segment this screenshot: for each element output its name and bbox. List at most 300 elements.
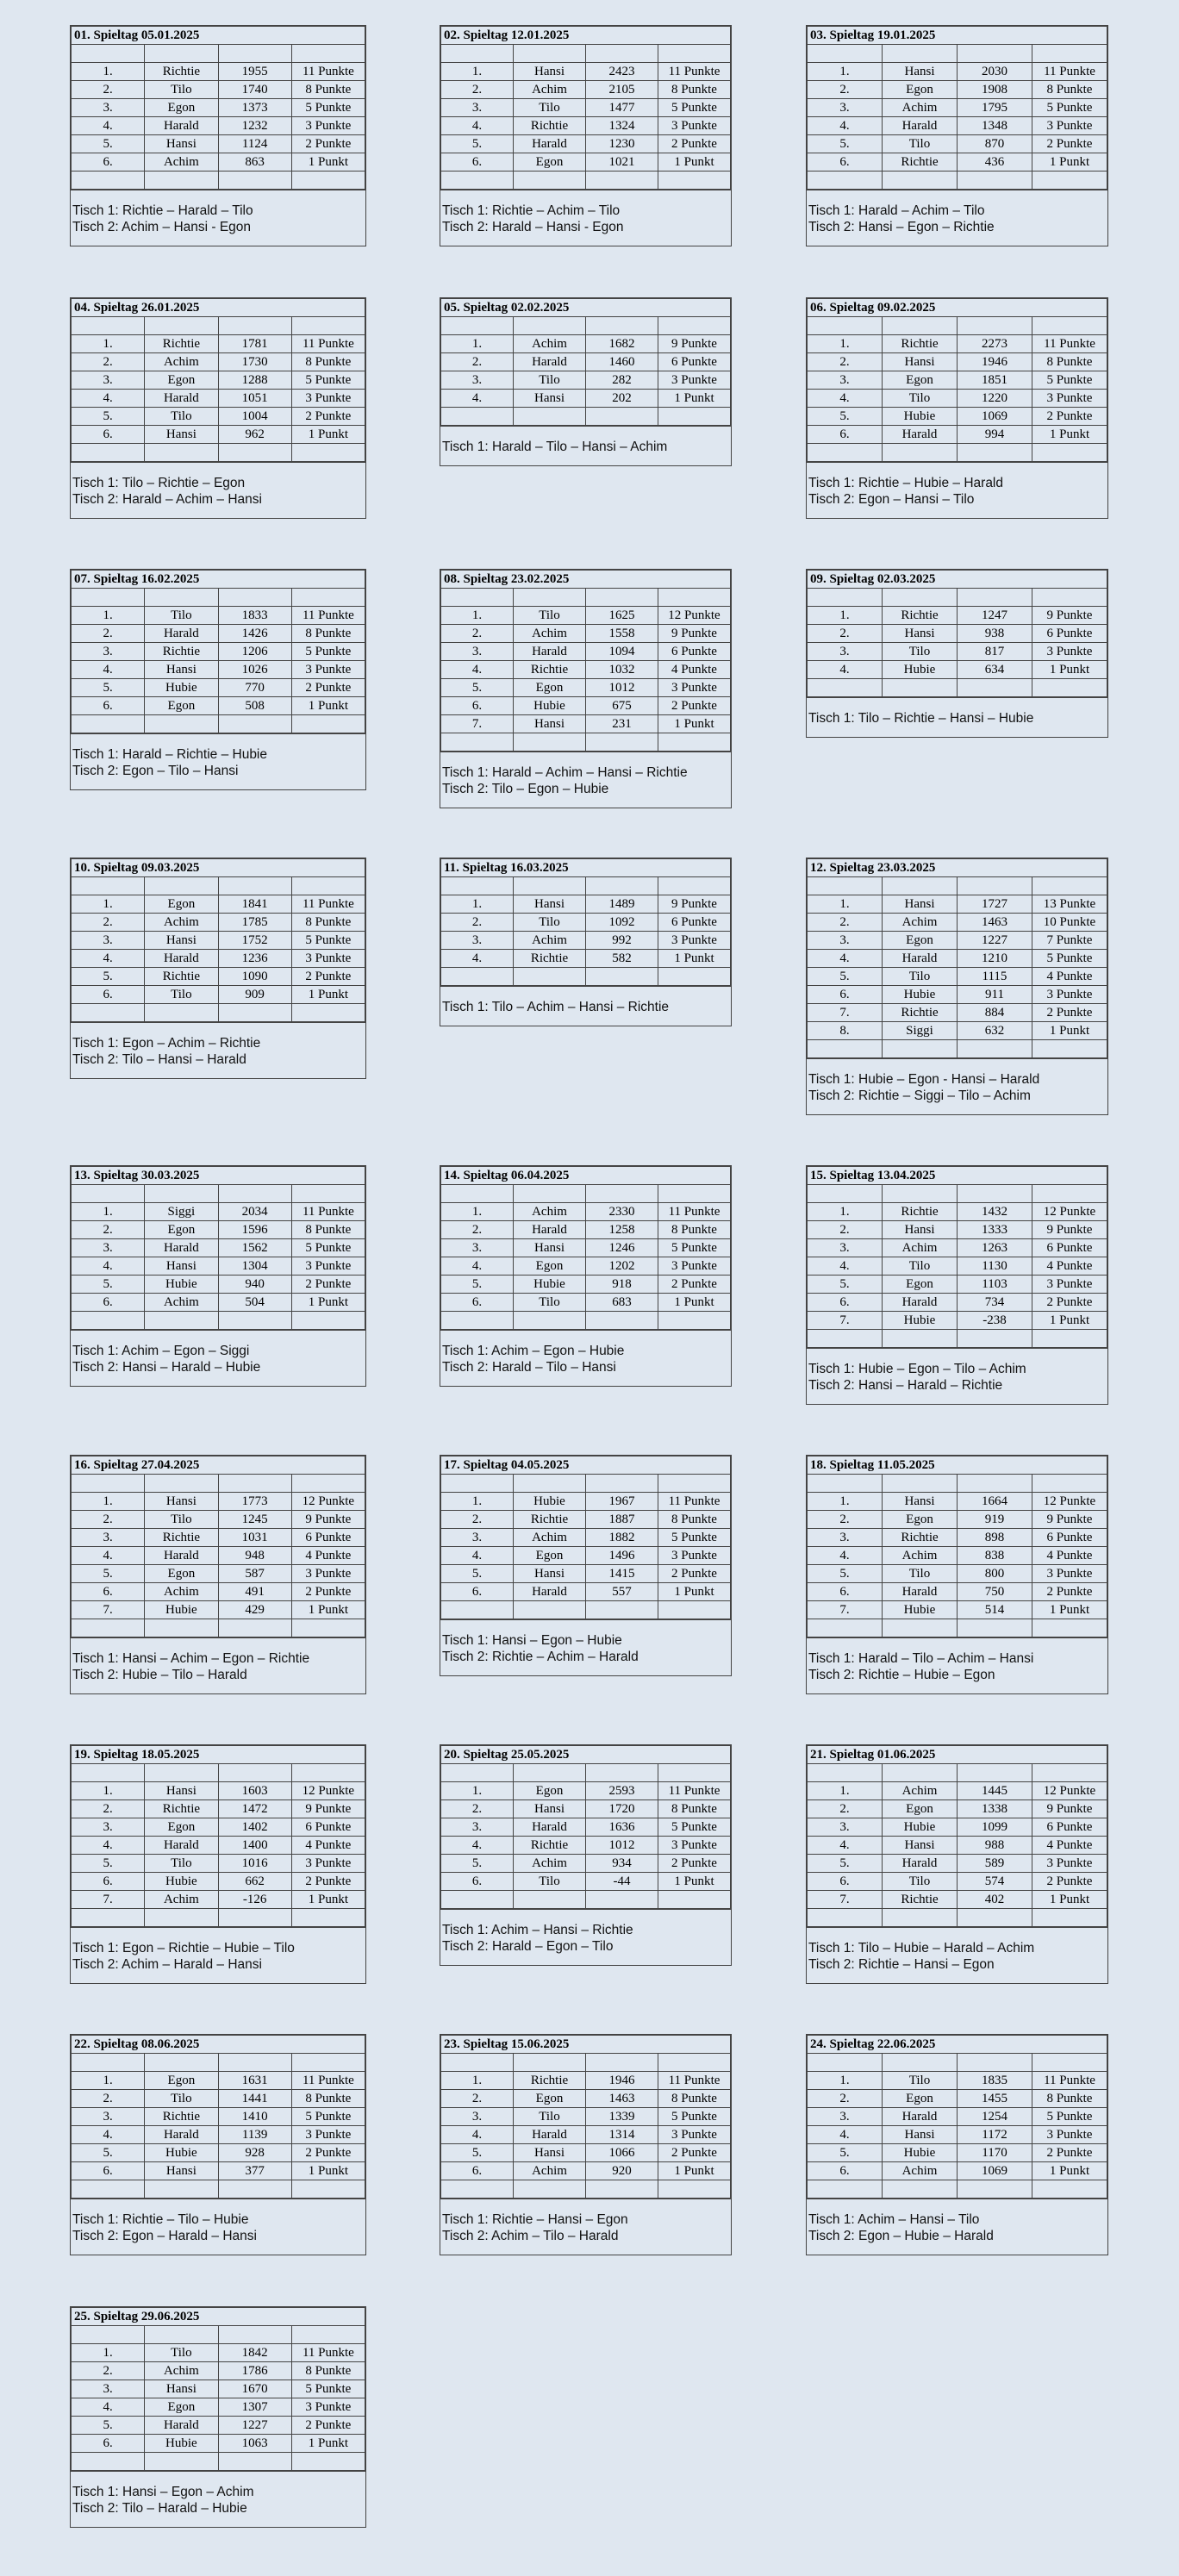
table-row <box>441 932 731 950</box>
player-cell: Egon <box>145 1818 218 1837</box>
score-cell: 1496 <box>586 1547 658 1565</box>
table-row <box>72 1221 365 1239</box>
empty-row <box>441 172 731 190</box>
spieltag-title: 09. Spieltag 02.03.2025 <box>808 571 1107 589</box>
points-cell: 1 Punkt <box>1032 426 1107 444</box>
table-row <box>441 63 731 81</box>
tisch-notes <box>440 1909 731 1965</box>
results-table <box>807 2035 1107 2199</box>
points-cell: 6 Punkte <box>658 353 731 371</box>
rank-cell: 6. <box>72 1294 145 1312</box>
rank-cell: 6. <box>808 1583 883 1601</box>
table-row <box>808 1601 1107 1619</box>
player-cell: Tilo <box>883 390 958 408</box>
empty-row <box>441 317 731 335</box>
table-row <box>441 2072 731 2090</box>
points-cell: 2 Punkte <box>1032 1004 1107 1022</box>
player-cell: Harald <box>883 426 958 444</box>
points-cell: 2 Punkte <box>658 697 731 715</box>
score-cell: 1631 <box>218 2072 291 2090</box>
table-row <box>441 135 731 153</box>
score-cell: 938 <box>958 625 1032 643</box>
score-cell: 1210 <box>958 950 1032 968</box>
score-cell: 1094 <box>586 643 658 661</box>
tisch-notes <box>807 1637 1107 1693</box>
empty-row <box>441 45 731 63</box>
player-cell: Richtie <box>514 117 586 135</box>
player-cell: Hansi <box>514 1565 586 1583</box>
player-cell: Egon <box>883 1276 958 1294</box>
points-cell: 1 Punkt <box>1032 1601 1107 1619</box>
score-cell: 948 <box>218 1547 291 1565</box>
player-cell: Harald <box>514 2126 586 2144</box>
rank-cell: 7. <box>72 1601 145 1619</box>
points-cell: 3 Punkte <box>1032 643 1107 661</box>
points-cell: 8 Punkte <box>291 625 365 643</box>
empty-row <box>441 968 731 986</box>
results-table <box>807 1166 1107 1348</box>
table-row <box>441 1257 731 1276</box>
rank-cell: 2. <box>441 914 514 932</box>
spieltag-card <box>806 858 1108 1115</box>
points-cell: 5 Punkte <box>291 2380 365 2398</box>
rank-cell: 2. <box>441 625 514 643</box>
spieltag-title: 18. Spieltag 11.05.2025 <box>808 1456 1107 1475</box>
results-table <box>440 1166 731 1330</box>
points-cell: 6 Punkte <box>291 1529 365 1547</box>
tisch-line: Tisch 1: Tilo – Richtie – Egon <box>72 476 246 490</box>
rank-cell: 2. <box>72 2362 145 2380</box>
rank-cell: 5. <box>441 1855 514 1873</box>
points-cell: 2 Punkte <box>1032 1873 1107 1891</box>
score-cell: 1636 <box>586 1818 658 1837</box>
table-row <box>72 1601 365 1619</box>
rank-cell: 5. <box>72 408 145 426</box>
rank-cell: 1. <box>72 607 145 625</box>
table-row <box>72 2162 365 2180</box>
table-row <box>441 1493 731 1511</box>
player-cell: Hansi <box>883 1221 958 1239</box>
points-cell: 2 Punkte <box>658 1565 731 1583</box>
empty-row <box>72 2326 365 2344</box>
player-cell: Harald <box>883 1294 958 1312</box>
spieltag-title: 16. Spieltag 27.04.2025 <box>72 1456 365 1475</box>
points-cell: 9 Punkte <box>1032 1221 1107 1239</box>
rank-cell: 3. <box>441 1818 514 1837</box>
player-cell: Tilo <box>883 2072 958 2090</box>
results-table <box>71 2307 365 2471</box>
score-cell: 1115 <box>958 968 1032 986</box>
results-table <box>71 1166 365 1330</box>
rank-cell: 6. <box>808 1873 883 1891</box>
player-cell: Egon <box>145 99 218 117</box>
points-cell: 6 Punkte <box>1032 1239 1107 1257</box>
rank-cell: 3. <box>441 643 514 661</box>
score-cell: 1558 <box>586 625 658 643</box>
player-cell: Richtie <box>514 661 586 679</box>
points-cell: 8 Punkte <box>291 2090 365 2108</box>
score-cell: 1477 <box>586 99 658 117</box>
empty-row <box>441 2180 731 2199</box>
player-cell: Harald <box>883 950 958 968</box>
table-row <box>72 2417 365 2435</box>
score-cell: 1946 <box>586 2072 658 2090</box>
results-table <box>807 1456 1107 1637</box>
score-cell: 1246 <box>586 1239 658 1257</box>
score-cell: 750 <box>958 1583 1032 1601</box>
score-cell: 1908 <box>958 81 1032 99</box>
spieltag-card <box>806 569 1108 738</box>
score-cell: 429 <box>218 1601 291 1619</box>
points-cell: 6 Punkte <box>1032 1529 1107 1547</box>
points-cell: 8 Punkte <box>658 1511 731 1529</box>
empty-row <box>441 1475 731 1493</box>
player-cell: Egon <box>145 2072 218 2090</box>
tisch-line: Tisch 2: Richtie – Siggi – Tilo – Achim <box>808 1088 1031 1103</box>
points-cell: 2 Punkte <box>658 135 731 153</box>
rank-cell: 3. <box>808 1239 883 1257</box>
score-cell: 1236 <box>218 950 291 968</box>
rank-cell: 2. <box>441 81 514 99</box>
player-cell: Richtie <box>145 2108 218 2126</box>
rank-cell: 6. <box>441 153 514 172</box>
player-cell: Hansi <box>514 2144 586 2162</box>
player-cell: Tilo <box>883 643 958 661</box>
rank-cell: 1. <box>808 2072 883 2090</box>
score-cell: 1402 <box>218 1818 291 1837</box>
player-cell: Hansi <box>514 63 586 81</box>
points-cell: 2 Punkte <box>291 968 365 986</box>
score-cell: 1258 <box>586 1221 658 1239</box>
spieltag-title: 04. Spieltag 26.01.2025 <box>72 299 365 317</box>
spieltag-title: 25. Spieltag 29.06.2025 <box>72 2308 365 2326</box>
table-row <box>808 1239 1107 1257</box>
score-cell: 1090 <box>218 968 291 986</box>
empty-row <box>441 733 731 752</box>
points-cell: 3 Punkte <box>658 932 731 950</box>
score-cell: 1785 <box>218 914 291 932</box>
table-row <box>72 607 365 625</box>
results-table <box>440 298 731 426</box>
score-cell: 1967 <box>586 1493 658 1511</box>
rank-cell: 2. <box>808 1511 883 1529</box>
points-cell: 8 Punkte <box>658 2090 731 2108</box>
points-cell: 11 Punkte <box>1032 335 1107 353</box>
results-table <box>71 26 365 190</box>
spieltag-card <box>440 1744 732 1966</box>
score-cell: 377 <box>218 2162 291 2180</box>
player-cell: Egon <box>145 2398 218 2417</box>
tisch-line: Tisch 2: Richtie – Achim – Harald <box>442 1650 639 1664</box>
empty-row <box>808 1185 1107 1203</box>
table-row <box>72 63 365 81</box>
rank-cell: 1. <box>808 1493 883 1511</box>
table-row <box>441 1547 731 1565</box>
spieltag-title: 10. Spieltag 09.03.2025 <box>72 859 365 877</box>
empty-row <box>808 444 1107 462</box>
points-cell: 3 Punkte <box>1032 1855 1107 1873</box>
points-cell: 11 Punkte <box>1032 2072 1107 2090</box>
table-row <box>441 2108 731 2126</box>
rank-cell: 3. <box>441 1239 514 1257</box>
spieltag-card <box>806 2034 1108 2255</box>
player-cell: Hansi <box>883 895 958 914</box>
rank-cell: 2. <box>441 353 514 371</box>
table-row <box>808 2108 1107 2126</box>
title-row <box>808 2036 1107 2054</box>
score-cell: 436 <box>958 153 1032 172</box>
player-cell: Egon <box>145 1221 218 1239</box>
score-cell: 1455 <box>958 2090 1032 2108</box>
rank-cell: 5. <box>72 135 145 153</box>
points-cell: 1 Punkt <box>1032 1312 1107 1330</box>
rank-cell: 4. <box>72 950 145 968</box>
rank-cell: 4. <box>441 117 514 135</box>
points-cell: 5 Punkte <box>658 1818 731 1837</box>
table-row <box>72 2435 365 2453</box>
rank-cell: 5. <box>72 2417 145 2435</box>
table-row <box>808 625 1107 643</box>
table-row <box>72 1565 365 1583</box>
score-cell: 1032 <box>586 661 658 679</box>
title-row <box>72 2308 365 2326</box>
points-cell: 5 Punkte <box>1032 99 1107 117</box>
points-cell: 8 Punkte <box>291 353 365 371</box>
rank-cell: 2. <box>72 1800 145 1818</box>
rank-cell: 5. <box>808 968 883 986</box>
points-cell: 8 Punkte <box>658 1800 731 1818</box>
empty-row <box>72 1909 365 1927</box>
player-cell: Achim <box>514 1529 586 1547</box>
player-cell: Harald <box>883 1583 958 1601</box>
table-row <box>72 697 365 715</box>
player-cell: Richtie <box>883 1891 958 1909</box>
rank-cell: 1. <box>441 2072 514 2090</box>
spieltag-card <box>70 297 366 519</box>
points-cell: 1 Punkt <box>1032 153 1107 172</box>
score-cell: 202 <box>586 390 658 408</box>
score-cell: 800 <box>958 1565 1032 1583</box>
spieltag-title: 14. Spieltag 06.04.2025 <box>441 1167 731 1185</box>
player-cell: Hubie <box>145 679 218 697</box>
rank-cell: 2. <box>808 914 883 932</box>
player-cell: Hubie <box>883 2144 958 2162</box>
table-row <box>72 1818 365 1837</box>
spieltag-card <box>806 25 1108 246</box>
rank-cell: 3. <box>808 932 883 950</box>
score-cell: 1851 <box>958 371 1032 390</box>
player-cell: Achim <box>883 2162 958 2180</box>
points-cell: 5 Punkte <box>291 371 365 390</box>
player-cell: Egon <box>514 2090 586 2108</box>
empty-row <box>808 1909 1107 1927</box>
player-cell: Harald <box>514 1221 586 1239</box>
spieltag-title: 02. Spieltag 12.01.2025 <box>441 27 731 45</box>
table-row <box>72 1294 365 1312</box>
spieltag-title: 15. Spieltag 13.04.2025 <box>808 1167 1107 1185</box>
points-cell: 11 Punkte <box>658 1782 731 1800</box>
tisch-line: Tisch 1: Richtie – Achim – Tilo <box>442 203 621 218</box>
rank-cell: 4. <box>72 2126 145 2144</box>
rank-cell: 5. <box>72 679 145 697</box>
tisch-line: Tisch 2: Egon – Harald – Hansi <box>72 2229 257 2243</box>
table-row <box>72 1257 365 1276</box>
points-cell: 12 Punkte <box>1032 1782 1107 1800</box>
points-cell: 11 Punkte <box>1032 63 1107 81</box>
score-cell: 1247 <box>958 607 1032 625</box>
results-table <box>807 570 1107 697</box>
rank-cell: 1. <box>441 895 514 914</box>
empty-row <box>441 1185 731 1203</box>
score-cell: 1232 <box>218 117 291 135</box>
empty-row <box>72 1764 365 1782</box>
rank-cell: 4. <box>808 661 883 679</box>
points-cell: 9 Punkte <box>1032 607 1107 625</box>
table-row <box>808 2162 1107 2180</box>
score-cell: -44 <box>586 1873 658 1891</box>
tisch-notes <box>807 1927 1107 1983</box>
rank-cell: 2. <box>808 81 883 99</box>
rank-cell: 4. <box>72 390 145 408</box>
player-cell: Hubie <box>514 697 586 715</box>
table-row <box>808 1891 1107 1909</box>
score-cell: 582 <box>586 950 658 968</box>
points-cell: 3 Punkte <box>658 1547 731 1565</box>
rank-cell: 2. <box>441 1221 514 1239</box>
rank-cell: 6. <box>808 426 883 444</box>
table-row <box>808 63 1107 81</box>
points-cell: 3 Punkte <box>658 371 731 390</box>
score-cell: 1415 <box>586 1565 658 1583</box>
tisch-line: Tisch 2: Richtie – Hubie – Egon <box>808 1668 995 1682</box>
score-cell: 1066 <box>586 2144 658 2162</box>
score-cell: 2034 <box>218 1203 291 1221</box>
score-cell: 919 <box>958 1511 1032 1529</box>
player-cell: Achim <box>514 1855 586 1873</box>
tisch-notes <box>440 1619 731 1675</box>
player-cell: Hubie <box>883 661 958 679</box>
points-cell: 5 Punkte <box>291 99 365 117</box>
score-cell: 1103 <box>958 1276 1032 1294</box>
score-cell: 1021 <box>586 153 658 172</box>
score-cell: 1288 <box>218 371 291 390</box>
points-cell: 1 Punkt <box>291 1294 365 1312</box>
player-cell: Hansi <box>883 1837 958 1855</box>
points-cell: 3 Punkte <box>658 2126 731 2144</box>
rank-cell: 4. <box>808 390 883 408</box>
points-cell: 6 Punkte <box>1032 1818 1107 1837</box>
tisch-line: Tisch 2: Harald – Egon – Tilo <box>442 1939 614 1954</box>
player-cell: Hansi <box>883 63 958 81</box>
table-row <box>808 371 1107 390</box>
score-cell: 231 <box>586 715 658 733</box>
score-cell: 491 <box>218 1583 291 1601</box>
score-cell: 1400 <box>218 1837 291 1855</box>
results-table <box>440 26 731 190</box>
rank-cell: 5. <box>808 1276 883 1294</box>
points-cell: 5 Punkte <box>658 1239 731 1257</box>
points-cell: 1 Punkt <box>291 426 365 444</box>
points-cell: 4 Punkte <box>1032 968 1107 986</box>
empty-row <box>808 877 1107 895</box>
points-cell: 2 Punkte <box>1032 408 1107 426</box>
tisch-line: Tisch 2: Achim – Hansi - Egon <box>72 220 252 234</box>
points-cell: 11 Punkte <box>291 2344 365 2362</box>
spieltag-card <box>806 1165 1108 1405</box>
tisch-notes <box>807 2199 1107 2255</box>
table-row <box>72 335 365 353</box>
points-cell: 2 Punkte <box>1032 1294 1107 1312</box>
player-cell: Richtie <box>145 643 218 661</box>
rank-cell: 5. <box>441 1276 514 1294</box>
points-cell: 4 Punkte <box>1032 1547 1107 1565</box>
score-cell: 1338 <box>958 1800 1032 1818</box>
spieltag-title: 23. Spieltag 15.06.2025 <box>441 2036 731 2054</box>
tisch-notes <box>440 190 731 246</box>
points-cell: 1 Punkt <box>658 390 731 408</box>
player-cell: Harald <box>145 625 218 643</box>
tisch-line: Tisch 1: Achim – Hansi – Richtie <box>442 1923 633 1937</box>
table-row <box>72 390 365 408</box>
player-cell: Tilo <box>145 986 218 1004</box>
points-cell: 4 Punkte <box>658 661 731 679</box>
points-cell: 11 Punkte <box>658 1493 731 1511</box>
score-cell: 683 <box>586 1294 658 1312</box>
title-row <box>72 571 365 589</box>
table-row <box>808 968 1107 986</box>
score-cell: 1946 <box>958 353 1032 371</box>
points-cell: 12 Punkte <box>291 1782 365 1800</box>
points-cell: 6 Punkte <box>291 1818 365 1837</box>
table-row <box>808 390 1107 408</box>
score-cell: 1012 <box>586 679 658 697</box>
points-cell: 2 Punkte <box>291 1583 365 1601</box>
title-row <box>808 571 1107 589</box>
results-table <box>71 570 365 733</box>
tisch-notes <box>71 2199 365 2255</box>
table-row <box>808 1837 1107 1855</box>
score-cell: 1426 <box>218 625 291 643</box>
rank-cell: 5. <box>808 135 883 153</box>
score-cell: 918 <box>586 1276 658 1294</box>
player-cell: Tilo <box>883 1873 958 1891</box>
empty-row <box>808 2180 1107 2199</box>
spieltag-title: 11. Spieltag 16.03.2025 <box>441 859 731 877</box>
rank-cell: 2. <box>72 1511 145 1529</box>
score-cell: 1752 <box>218 932 291 950</box>
table-row <box>441 1203 731 1221</box>
player-cell: Harald <box>145 1239 218 1257</box>
tisch-line: Tisch 2: Achim – Harald – Hansi <box>72 1957 262 1972</box>
spieltag-card <box>70 2306 366 2528</box>
player-cell: Tilo <box>145 607 218 625</box>
points-cell: 9 Punkte <box>658 895 731 914</box>
tisch-line: Tisch 2: Tilo – Harald – Hubie <box>72 2501 247 2516</box>
rank-cell: 5. <box>72 1565 145 1583</box>
score-cell: 988 <box>958 1837 1032 1855</box>
spieltag-card <box>70 858 366 1079</box>
points-cell: 1 Punkt <box>1032 661 1107 679</box>
score-cell: 1773 <box>218 1493 291 1511</box>
player-cell: Achim <box>145 1891 218 1909</box>
score-cell: 2030 <box>958 63 1032 81</box>
rank-cell: 6. <box>808 153 883 172</box>
score-cell: 911 <box>958 986 1032 1004</box>
title-row <box>72 1746 365 1764</box>
table-row <box>441 117 731 135</box>
empty-row <box>808 317 1107 335</box>
table-row <box>808 2144 1107 2162</box>
